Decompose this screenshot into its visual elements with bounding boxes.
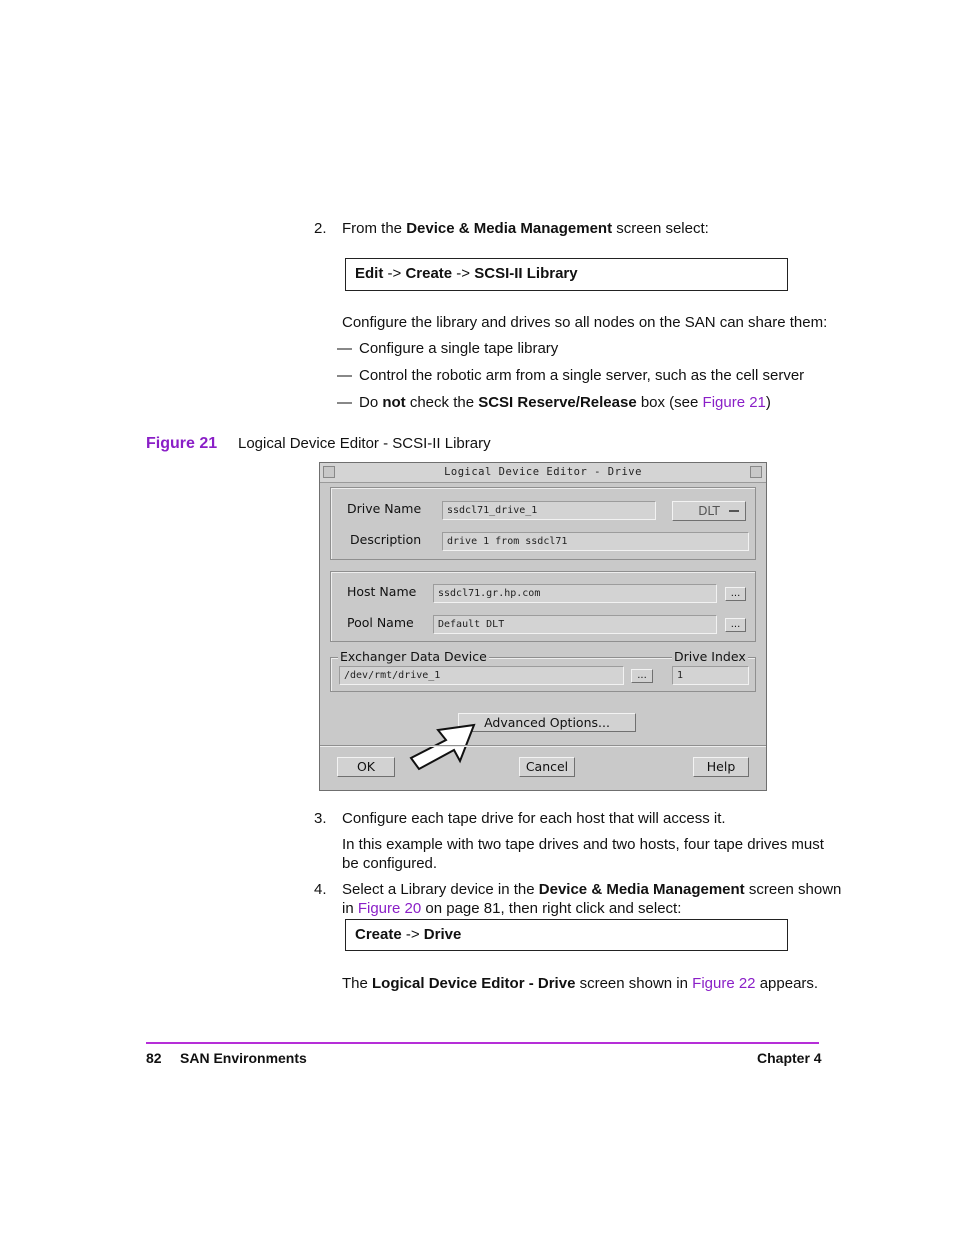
description-label: Description: [350, 532, 422, 547]
window-menu-icon[interactable]: [323, 466, 335, 478]
step-3-sub-line-2: be configured.: [342, 855, 438, 872]
text: check the: [405, 394, 479, 411]
emphasis: not: [382, 394, 406, 411]
step-2-text: [342, 219, 709, 238]
exchanger-browse-button[interactable]: ...: [631, 669, 653, 683]
step-4-number: 4.: [314, 881, 327, 898]
host-name-label: Host Name: [347, 584, 417, 599]
footer-rule: [146, 1042, 819, 1044]
step-4-line-1: [342, 880, 841, 899]
host-browse-button[interactable]: ...: [725, 587, 746, 601]
window-close-icon[interactable]: [750, 466, 762, 478]
text: in: [342, 900, 358, 917]
exchanger-label: Exchanger Data Device: [340, 649, 487, 664]
pool-name-label: Pool Name: [347, 615, 414, 630]
figure-22-link[interactable]: Figure 22: [692, 975, 756, 992]
text: Select a Library device in the: [342, 881, 539, 898]
bullet-dash: —: [337, 340, 352, 357]
option-menu-icon: [729, 510, 739, 512]
cancel-button[interactable]: Cancel: [519, 757, 575, 777]
text: box (see: [636, 394, 703, 411]
bullet-dash: —: [337, 367, 352, 384]
logical-device-editor-dialog: [319, 462, 767, 791]
description-input[interactable]: drive 1 from ssdcl71: [442, 532, 749, 551]
step-3-text: Configure each tape drive for each host that will access it.: [342, 810, 726, 827]
arrow: ->: [383, 265, 406, 282]
drive-name-input[interactable]: ssdcl71_drive_1: [442, 501, 656, 520]
dialog-title: Logical Device Editor - Drive: [444, 466, 642, 478]
text: Do: [359, 394, 383, 411]
intro-text: Configure the library and drives so all nodes on the SAN can share them:: [342, 314, 828, 331]
drive-type-select[interactable]: [672, 501, 746, 521]
footer-chapter: Chapter 4: [757, 1050, 822, 1066]
step-3-number: 3.: [314, 810, 327, 827]
pool-name-input[interactable]: Default DLT: [433, 615, 717, 634]
exchanger-input[interactable]: /dev/rmt/drive_1: [339, 666, 624, 685]
text: ): [765, 394, 771, 411]
menu-edit: Edit: [355, 265, 384, 282]
ui-term: Device & Media Management: [406, 220, 613, 237]
text: on page 81, then right click and select:: [421, 900, 682, 917]
menu-create: Create: [355, 926, 402, 943]
figure-21-link[interactable]: Figure 21: [702, 394, 766, 411]
text: screen shown in: [575, 975, 693, 992]
arrow: ->: [452, 265, 475, 282]
ui-term: Logical Device Editor - Drive: [372, 975, 576, 992]
bullet-item-3: [359, 393, 771, 412]
result-text: [342, 974, 818, 993]
step-2: [314, 219, 327, 238]
menu-scsi-library: SCSI-II Library: [474, 265, 578, 282]
ui-term: SCSI Reserve/Release: [478, 394, 637, 411]
step-3-sub-line-1: In this example with two tape drives and two hosts, four tape drives must: [342, 836, 824, 853]
bullet-dash: —: [337, 394, 352, 411]
text: screen select:: [612, 220, 709, 237]
drive-name-label: Drive Name: [347, 501, 422, 516]
text: From the: [342, 220, 407, 237]
bullet-item-2: Control the robotic arm from a single server, such as the cell server: [359, 367, 805, 384]
ok-button[interactable]: OK: [337, 757, 395, 777]
command-box-drive: [345, 919, 788, 951]
dialog-titlebar: [320, 463, 766, 483]
page-number: 82: [146, 1050, 162, 1066]
host-name-input[interactable]: ssdcl71.gr.hp.com: [433, 584, 717, 603]
advanced-options-button[interactable]: Advanced Options...: [458, 713, 636, 732]
figure-caption: Logical Device Editor - SCSI-II Library: [238, 435, 491, 452]
step-number: 2.: [314, 220, 327, 237]
step-4-line-2: [342, 899, 681, 918]
command-box-library: [345, 258, 788, 291]
menu-drive: Drive: [423, 926, 462, 943]
bullet-item-1: Configure a single tape library: [359, 340, 559, 357]
drive-index-input[interactable]: 1: [672, 666, 749, 685]
ui-term: Device & Media Management: [538, 881, 745, 898]
arrow: ->: [401, 926, 424, 943]
footer-section: SAN Environments: [180, 1050, 307, 1066]
figure-20-link[interactable]: Figure 20: [357, 900, 422, 917]
drive-type-value: DLT: [698, 504, 720, 518]
text: The: [342, 975, 373, 992]
figure-label: Figure 21: [146, 435, 218, 452]
text: appears.: [755, 975, 819, 992]
text: screen shown: [744, 881, 842, 898]
pool-browse-button[interactable]: ...: [725, 618, 746, 632]
help-button[interactable]: Help: [693, 757, 749, 777]
drive-index-label: Drive Index: [674, 649, 746, 664]
button-separator: [320, 745, 766, 747]
menu-create: Create: [405, 265, 453, 282]
